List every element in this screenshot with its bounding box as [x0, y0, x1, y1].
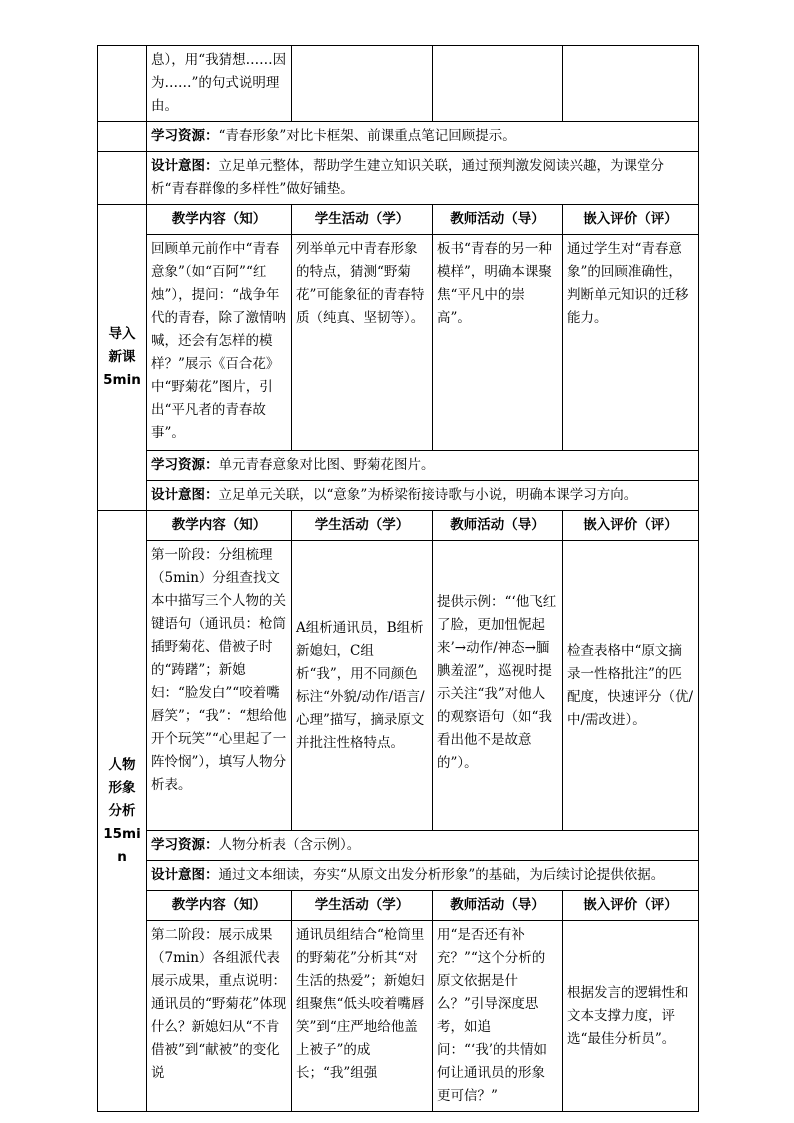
intent-label: 设计意图：: [151, 867, 219, 883]
resource-cell: [147, 831, 699, 861]
resource-label: 学习资源：: [151, 457, 219, 473]
stage-time: 5min: [103, 372, 141, 388]
header-content: 教学内容（知）: [147, 511, 292, 541]
student-cell: A组析通讯员，B组析新媳妇，C组析“我”，用不同颜色标注“外貌/动作/语言/心理”描写，摘录原文并批注性格特点。: [292, 541, 433, 831]
resource-text: “青春形象”对比卡框架、前课重点笔记回顾提示。: [218, 128, 516, 144]
stage-label: 形象: [108, 779, 136, 796]
intent-row: [98, 481, 699, 511]
header-content: 教学内容（知）: [147, 891, 292, 921]
intent-cell: [147, 861, 699, 891]
intent-text: 立足单元关联，以“意象”为桥梁衔接诗歌与小说，明确本课学习方向。: [218, 487, 638, 503]
eval-cell: [563, 46, 699, 122]
eval-cell: 检查表格中“原文摘录一性格批注”的匹配度，快速评分（优/中/需改进）。: [563, 541, 699, 831]
resource-text: 人物分析表（含示例）。: [218, 837, 361, 853]
header-student: 学生活动（学）: [292, 205, 433, 235]
intent-label: 设计意图：: [151, 158, 219, 174]
char-stage1-row: [98, 541, 699, 831]
stage-label: 分析: [108, 802, 136, 819]
header-eval: 嵌入评价（评）: [563, 891, 699, 921]
header-teacher: 教师活动（导）: [433, 891, 563, 921]
resource-cell: [147, 451, 699, 481]
stage-intro: [98, 205, 147, 511]
intent-text: 立足单元整体，帮助学生建立知识关联，通过预判激发阅读兴趣，为课堂分析“青春群像的多样性”做好铺垫。: [151, 158, 664, 197]
char-stage2-row: [98, 921, 699, 1112]
stage-cell-empty: [98, 46, 147, 122]
student-cell: 列举单元中青春形象的特点，猜测“野菊花”可能象征的青春特质（纯真、坚韧等）。: [292, 235, 433, 451]
student-cell: 通讯员组结合“枪筒里的野菊花”分析其“对生活的热爱”；新媳妇组聚焦“低头咬着嘴唇笑”到“庄严地给他盖上被子”的成长；“我”组强: [292, 921, 433, 1112]
header-teacher: 教师活动（导）: [433, 511, 563, 541]
stage-time: 15min: [103, 825, 141, 865]
content-cell: 息），用“我猜想……因为……”的句式说明理由。: [147, 46, 292, 122]
resource-row: [98, 451, 699, 481]
stage-cell-empty: [98, 122, 147, 152]
header-student: 学生活动（学）: [292, 511, 433, 541]
intent-row: [98, 152, 699, 205]
eval-cell: 通过学生对“青春意象”的回顾准确性，判断单元知识的迁移能力。: [563, 235, 699, 451]
intro-activity-row: [98, 235, 699, 451]
header-row: [98, 205, 699, 235]
teacher-cell: [433, 46, 563, 122]
intent-label: 设计意图：: [151, 487, 219, 503]
content-cell: 第二阶段：展示成果（7min）各组派代表展示成果，重点说明：通讯员的“野菊花”体现什么？新媳妇从“不肯借被”到“献被”的变化说: [147, 921, 292, 1112]
resource-label: 学习资源：: [151, 837, 219, 853]
resource-label: 学习资源：: [151, 128, 219, 144]
header-content: 教学内容（知）: [147, 205, 292, 235]
stage-character: [98, 511, 147, 1112]
intent-cell: [147, 152, 699, 205]
intent-text: 通过文本细读，夯实“从原文出发分析形象”的基础，为后续讨论提供依据。: [218, 867, 665, 883]
content-cell: 回顾单元前作中“青春意象”（如“百阿”“红烛”），提问：“战争年代的青春，除了激情呐喊，还会有怎样的模样？”展示《百合花》中“野菊花”图片，引出“平凡者的青春故事”。: [147, 235, 292, 451]
lesson-plan-table: [97, 45, 699, 1112]
teacher-cell: 板书“青春的另一种模样”，明确本课聚焦“平凡中的崇高”。: [433, 235, 563, 451]
teacher-cell: 提供示例：“‘他飞红了脸，更加忸怩起来’→动作/神态→腼腆羞涩”，巡视时提示关注“我”对他人的观察语句（如“我看出他不是故意的”）。: [433, 541, 563, 831]
resource-row: [98, 831, 699, 861]
stage-label: 新课: [108, 349, 136, 365]
intent-cell: [147, 481, 699, 511]
stage-cell-empty: [98, 152, 147, 205]
intent-row: [98, 861, 699, 891]
stage-label: 人物: [108, 756, 136, 773]
header-teacher: 教师活动（导）: [433, 205, 563, 235]
continued-row: [98, 46, 699, 122]
stage-label: 导入: [108, 326, 136, 342]
header-row: [98, 891, 699, 921]
resource-row: [98, 122, 699, 152]
eval-cell: 根据发言的逻辑性和文本支撑力度，评选“最佳分析员”。: [563, 921, 699, 1112]
teacher-cell: 用“是否还有补充？”“这个分析的原文依据是什么？”引导深度思考，如追问：“‘我’的共情如何让通讯员的形象更可信？”: [433, 921, 563, 1112]
student-cell: [292, 46, 433, 122]
header-eval: 嵌入评价（评）: [563, 511, 699, 541]
content-cell: 第一阶段：分组梳理（5min）分组查找文本中描写三个人物的关键语句（通讯员：枪筒插野菊花、借被子时的“踌躇”；新媳妇：“脸发白”“咬着嘴唇笑”；“我”：“想给他开个玩笑”“心里起了一阵怜悯”），填写人物分析表。: [147, 541, 292, 831]
resource-cell: [147, 122, 699, 152]
resource-text: 单元青春意象对比图、野菊花图片。: [218, 457, 435, 473]
header-student: 学生活动（学）: [292, 891, 433, 921]
header-eval: 嵌入评价（评）: [563, 205, 699, 235]
header-row: [98, 511, 699, 541]
